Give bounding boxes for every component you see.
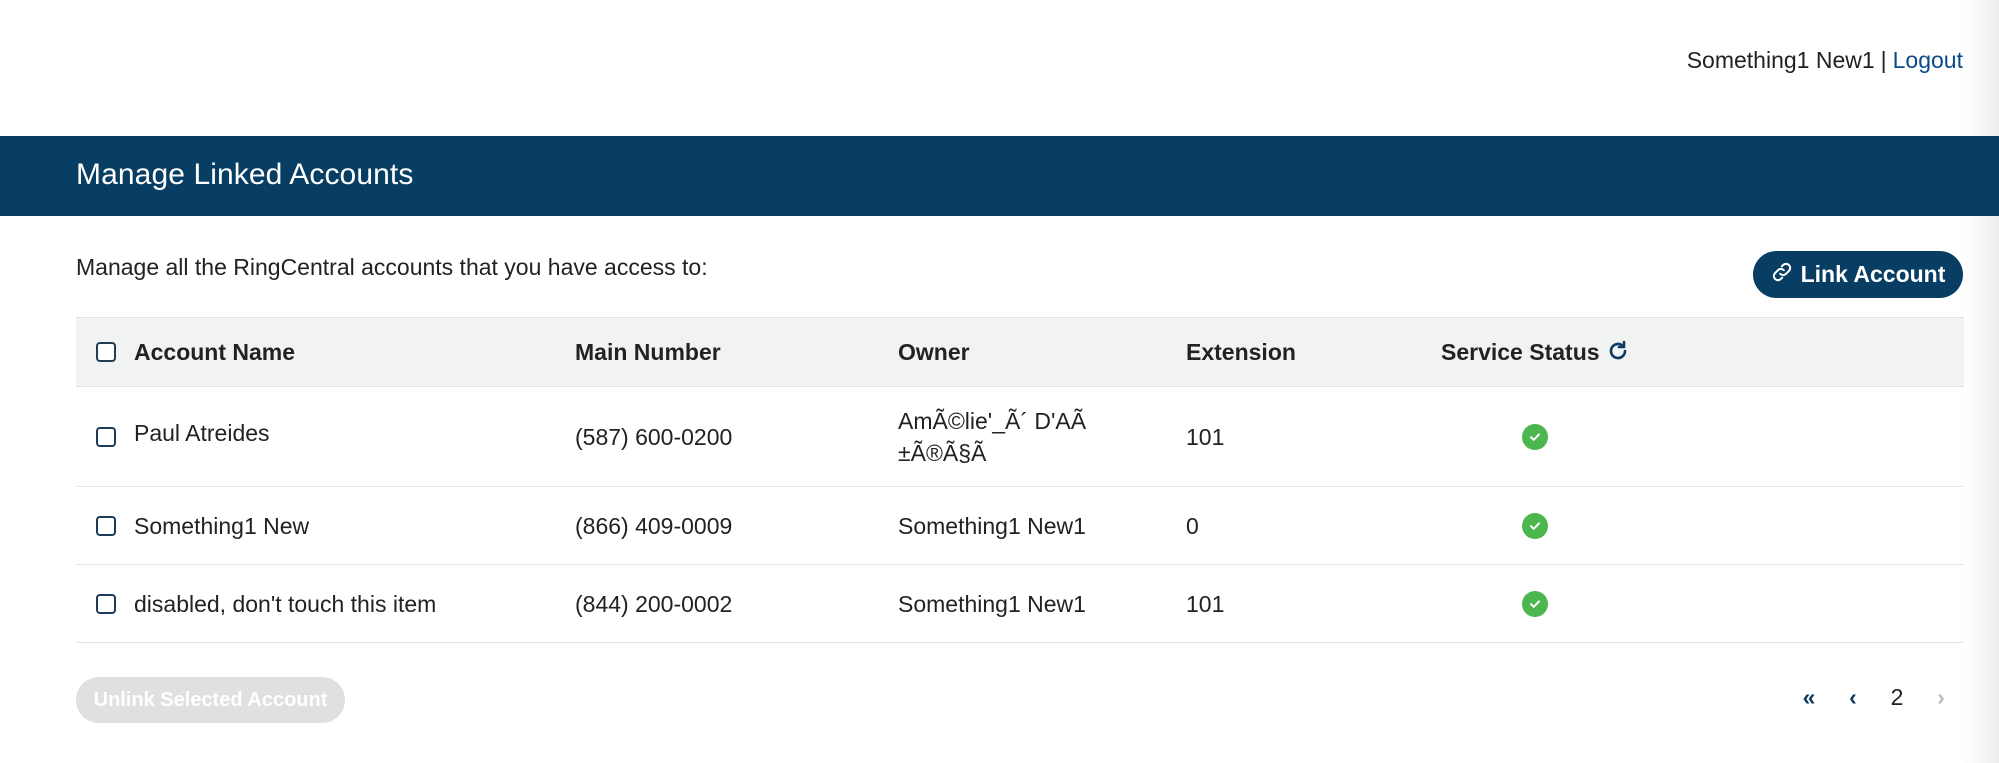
owner-cell: AmÃ©lie'_Ã´ D'AÃ ±Ã®Ã§Ã xyxy=(898,407,1087,466)
user-bar-separator: | xyxy=(1880,47,1887,73)
header-extension: Extension xyxy=(1186,339,1296,365)
header-account-name: Account Name xyxy=(134,339,296,365)
pagination-first-button[interactable]: « xyxy=(1802,684,1816,710)
header-owner: Owner xyxy=(898,339,970,365)
header-main-number: Main Number xyxy=(575,339,721,365)
select-all-checkbox[interactable] xyxy=(96,342,116,362)
table-row xyxy=(76,487,1964,565)
account-name-cell: Something1 New xyxy=(134,512,310,539)
link-icon xyxy=(1771,261,1793,289)
status-ok-icon xyxy=(1522,424,1548,450)
row-checkbox[interactable] xyxy=(96,594,116,614)
account-name-cell: disabled, don't touch this item xyxy=(134,590,437,617)
status-ok-icon xyxy=(1522,513,1548,539)
link-account-button[interactable] xyxy=(1753,251,1963,298)
status-ok-icon xyxy=(1522,591,1548,617)
row-checkbox[interactable] xyxy=(96,516,116,536)
intro-text: Manage all the RingCentral accounts that you have access to: xyxy=(76,254,708,280)
user-bar xyxy=(1687,46,1963,74)
owner-cell: Something1 New1 xyxy=(898,590,1086,617)
window-edge-shadow xyxy=(1963,0,1999,763)
header-service-status-label: Service Status xyxy=(1441,339,1600,365)
owner-cell: Something1 New1 xyxy=(898,512,1086,539)
main-number-cell: (866) 409-0009 xyxy=(575,512,733,539)
main-number-cell: (844) 200-0002 xyxy=(575,590,733,617)
table-header xyxy=(76,317,1964,387)
refresh-icon[interactable] xyxy=(1606,339,1630,371)
link-account-label: Link Account xyxy=(1800,261,1946,287)
table-row xyxy=(76,387,1964,487)
account-name-cell: Paul Atreides xyxy=(134,419,270,446)
header-service-status xyxy=(1441,336,1630,371)
page-title: Manage Linked Accounts xyxy=(76,158,414,191)
row-checkbox[interactable] xyxy=(96,427,116,447)
extension-cell: 101 xyxy=(1186,590,1225,617)
user-name: Something1 New1 xyxy=(1686,47,1875,73)
main-number-cell: (587) 600-0200 xyxy=(575,423,733,450)
unlink-selected-account-button[interactable]: Unlink Selected Account xyxy=(76,677,345,723)
pagination xyxy=(1787,684,1963,711)
extension-cell: 101 xyxy=(1186,423,1225,450)
logout-link[interactable]: Logout xyxy=(1892,47,1963,73)
extension-cell: 0 xyxy=(1186,512,1199,539)
page-header-banner xyxy=(0,136,1999,216)
table-row xyxy=(76,565,1964,643)
pagination-next-button[interactable]: › xyxy=(1937,684,1945,710)
pagination-prev-button[interactable]: ‹ xyxy=(1849,684,1857,710)
pagination-current-page[interactable]: 2 xyxy=(1890,684,1904,710)
accounts-table xyxy=(76,317,1964,643)
